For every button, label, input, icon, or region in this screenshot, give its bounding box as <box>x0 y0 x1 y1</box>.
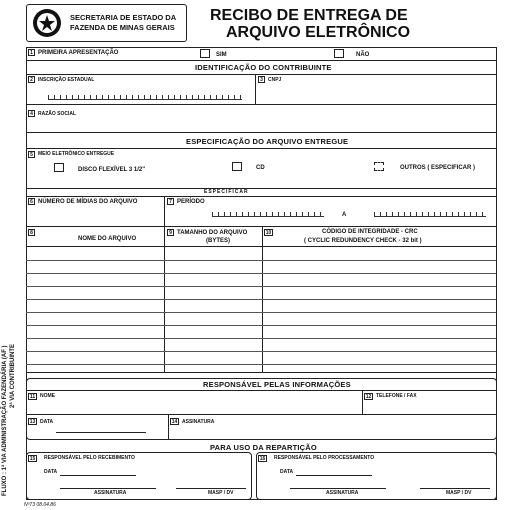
media-count-label: NÚMERO DE MÍDIAS DO ARQUIVO <box>38 199 138 205</box>
date-label: DATA <box>40 419 54 425</box>
receiver-date-input[interactable] <box>60 475 136 476</box>
period-end-input[interactable] <box>374 212 486 217</box>
table-row[interactable] <box>26 273 496 274</box>
field-number: 15 <box>29 456 36 462</box>
state-registration-label: INSCRIÇÃO ESTADUAL <box>38 77 95 83</box>
field-number: 6 <box>28 198 35 205</box>
table-row[interactable] <box>26 325 496 326</box>
yes-label: SIM <box>216 52 227 58</box>
other-label: OUTROS ( ESPECIFICAR ) <box>400 165 476 171</box>
table-row[interactable] <box>26 364 496 365</box>
section-title-arquivo: ESPECIFICAÇÃO DO ARQUIVO ENTREGUE <box>186 137 349 146</box>
receiver-date-label: DATA <box>44 469 58 475</box>
agency-line2: FAZENDA DE MINAS GERAIS <box>70 23 175 32</box>
name-label: NOME <box>40 393 55 399</box>
processor-date-label: DATA <box>280 469 294 475</box>
form-code: Nº73 08.04.86 <box>24 502 56 508</box>
field-number: 1 <box>28 49 35 56</box>
processor-label: RESPONSÁVEL PELO PROCESSAMENTO <box>274 455 375 461</box>
media-label: MEIO ELETRÔNICO ENTREGUE <box>38 151 115 157</box>
floppy-checkbox[interactable] <box>54 163 64 172</box>
processor-masp-caption: MASP / DV <box>446 490 472 496</box>
field-number: 16 <box>259 456 266 462</box>
crc-header: CÓDIGO DE INTEGRIDADE - CRC <box>322 229 418 235</box>
cd-label: CD <box>256 165 265 171</box>
field-number: 5 <box>28 151 35 158</box>
table-row[interactable] <box>26 338 496 339</box>
agency-line1: SECRETARIA DE ESTADO DA <box>70 13 177 22</box>
processor-signature-caption: ASSINATURA <box>326 490 359 496</box>
form-title-line1: RECIBO DE ENTREGA DE <box>210 7 408 24</box>
cnpj-input[interactable] <box>268 84 493 102</box>
cnpj-label: CNPJ <box>268 77 282 83</box>
section-title-contribuinte: IDENTIFICAÇÃO DO CONTRIBUINTE <box>195 63 332 72</box>
state-registration-input[interactable] <box>48 95 242 100</box>
table-row[interactable] <box>26 286 496 287</box>
section-title-reparticao: PARA USO DA REPARTIÇÃO <box>210 443 317 452</box>
period-separator: A <box>342 212 347 218</box>
crc-subheader: ( CYCLIC REDUNDENCY CHECK - 32 bit ) <box>304 238 422 244</box>
receiver-signature-caption: ASSINATURA <box>94 490 127 496</box>
signature-label: ASSINATURA <box>182 419 215 425</box>
name-input[interactable] <box>60 392 360 410</box>
table-row[interactable] <box>26 299 496 300</box>
first-presentation-label: PRIMEIRA APRESENTAÇÃO <box>38 50 119 56</box>
yes-checkbox[interactable] <box>200 49 210 58</box>
no-label: NÃO <box>356 52 370 58</box>
file-name-header: NOME DO ARQUIVO <box>78 236 137 242</box>
file-size-header: TAMANHO DO ARQUIVO <box>177 230 248 236</box>
no-checkbox[interactable] <box>334 49 344 58</box>
media-count-input[interactable] <box>38 208 158 224</box>
field-number: 9 <box>167 229 174 236</box>
company-name-input[interactable] <box>80 106 490 124</box>
coat-of-arms-logo <box>30 7 64 39</box>
processor-signature-input[interactable] <box>290 488 386 489</box>
field-number: 14 <box>171 419 178 425</box>
processor-date-input[interactable] <box>296 475 372 476</box>
floppy-label: DISCO FLEXÍVEL 3 1/2" <box>78 167 146 173</box>
processor-masp-input[interactable] <box>420 488 490 489</box>
table-row[interactable] <box>26 260 496 261</box>
flow-note-line2: 2ª VIA CONTRIBUINTE <box>10 343 16 408</box>
table-row[interactable] <box>26 351 496 352</box>
company-name-label: RAZÃO SOCIAL <box>38 111 77 117</box>
other-checkbox[interactable] <box>374 162 384 171</box>
field-number: 11 <box>29 394 36 400</box>
file-size-unit: (BYTES) <box>206 238 230 244</box>
field-number: 4 <box>28 110 35 117</box>
field-number: 2 <box>28 76 35 83</box>
receiver-label: RESPONSÁVEL PELO RECEBIMENTO <box>44 455 135 461</box>
table-row[interactable] <box>26 312 496 313</box>
period-label: PERÍODO <box>177 199 205 205</box>
specify-label: ESPECIFICAR <box>204 189 249 195</box>
section-title-responsavel: RESPONSÁVEL PELAS INFORMAÇÕES <box>203 380 351 389</box>
cd-checkbox[interactable] <box>232 162 242 171</box>
field-number: 7 <box>167 198 174 205</box>
field-number: 12 <box>365 394 372 400</box>
field-number: 13 <box>29 419 36 425</box>
field-number: 10 <box>265 230 272 236</box>
date-input[interactable] <box>56 432 146 433</box>
signature-input[interactable] <box>220 418 490 436</box>
receiver-masp-caption: MASP / DV <box>208 490 234 496</box>
period-start-input[interactable] <box>212 212 324 217</box>
phone-label: TELEFONE / FAX <box>376 393 417 399</box>
field-number: 8 <box>28 229 35 236</box>
receiver-signature-input[interactable] <box>60 488 156 489</box>
form-title-line2: ARQUIVO ELETRÔNICO <box>226 24 411 41</box>
flow-note-line1: FLUXO : 1ª VIA ADMINISTRAÇÃO FAZENDÁRIA (AF ) <box>2 345 8 496</box>
field-number: 3 <box>258 76 265 83</box>
receiver-masp-input[interactable] <box>176 488 246 489</box>
